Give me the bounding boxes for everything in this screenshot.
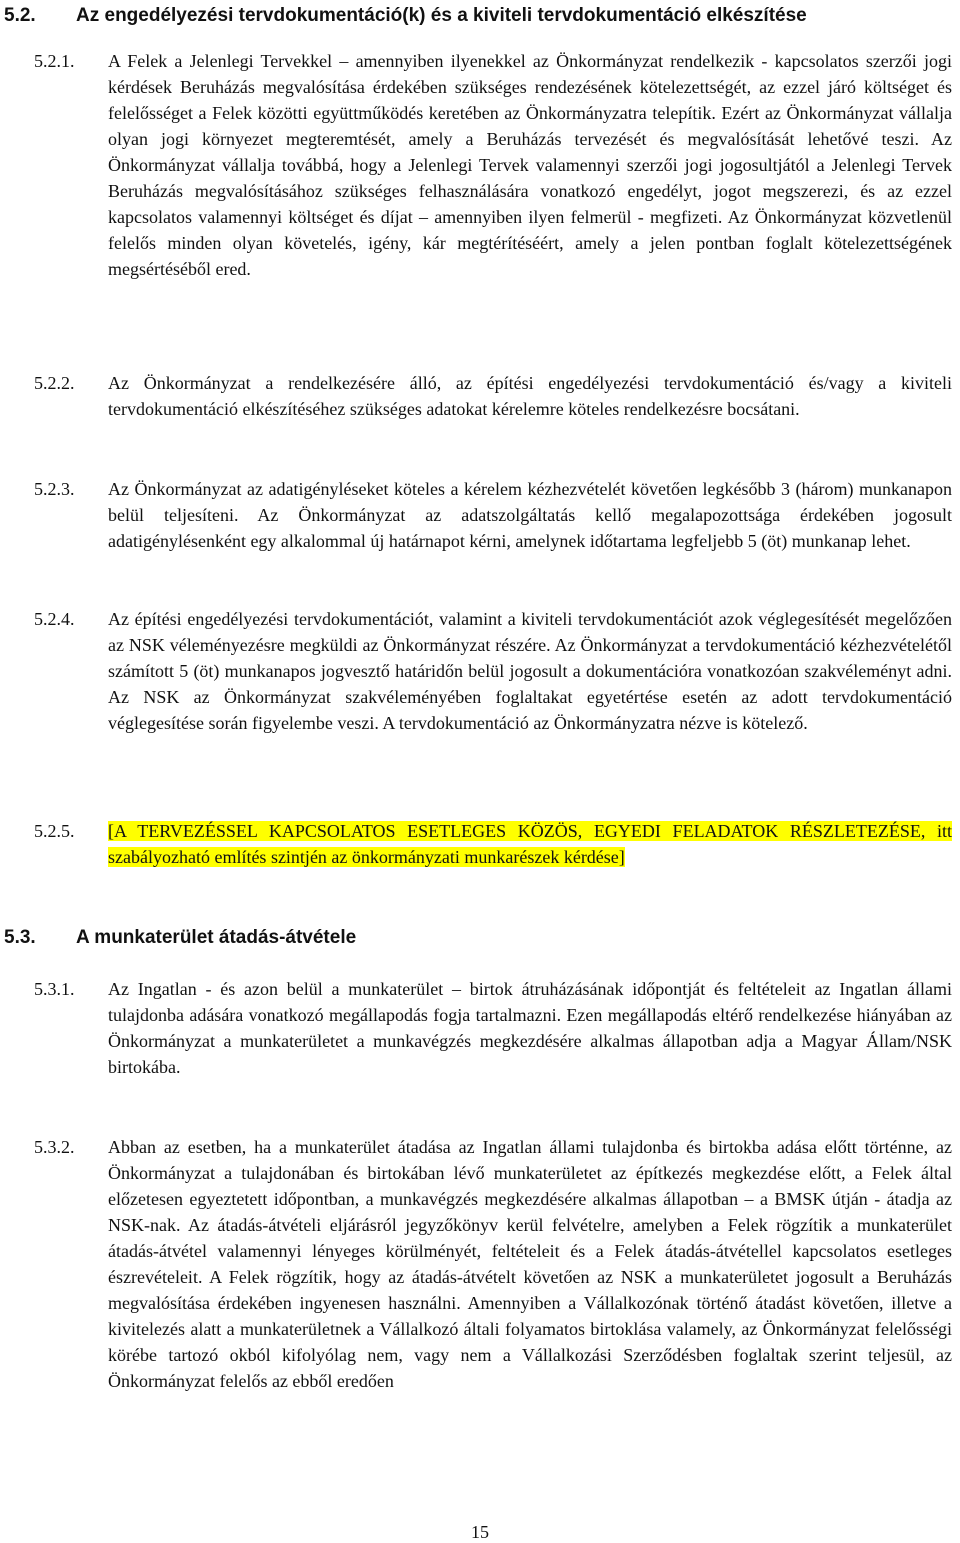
clause-number: 5.3.1. bbox=[34, 979, 75, 999]
highlighted-placeholder-text: [A TERVEZÉSSEL KAPCSOLATOS ESETLEGES KÖZÖS, EGYEDI FELADATOK RÉSZLETEZÉSE, itt szabályozható említés szintjén az önkormányzati munkarészek kérdése] bbox=[108, 821, 952, 867]
clause-5-3-1 bbox=[34, 976, 952, 1080]
clause-number: 5.2.1. bbox=[34, 51, 75, 71]
section-heading-number: 5.2. bbox=[4, 5, 36, 26]
clause-text: Abban az esetben, ha a munkaterület átadása az Ingatlan állami tulajdonba és birtokba adása előtt történne, az Önkormányzat a tulajdonában és birtokában lévő munkaterületet az építkezés megkezdése előtt, a Felek által előzetesen egyeztetett időpontban, a munkavégzés megkezdésére alkalmas állapotban – a BMSK útján - átadja az NSK-nak. Az átadás-átvételi eljárásról jegyzőkönyv kerül felvételre, amelyben a Felek rögzítik a munkaterület átadás-átvétel valamennyi lényeges körülményét, feltételeit és a Felek átadás-átvétellel kapcsolatos esetleges észrevételeit. A Felek rögzítik, hogy az átadás-átvételt követően az NSK a munkaterületet jogosult a Beruházás megvalósítása érdekében ingyenesen használni. Amennyiben a Vállalkozónak történő átadást követően, illetve a kivitelezés alatt a munkaterületnek a Vállalkozó általi folyamatos birtoklása valamely, az Önkormányzat felelősségi körébe tartozó okból kifolyólag nem, vagy nem a Vállalkozási Szerződésben foglaltak szerint teljesül, az Önkormányzat felelős az ebből eredően bbox=[108, 1137, 952, 1391]
section-heading-title: A munkaterület átadás-átvétele bbox=[76, 927, 357, 948]
clause-number: 5.3.2. bbox=[34, 1137, 75, 1157]
clause-text: Az Ingatlan - és azon belül a munkaterület – birtok átruházásának időpontját és feltételeit az Ingatlan állami tulajdonba adására vonatkozó megállapodás fogja tartalmazni. Ezen megállapodás eltérő rendelkezése hiányában az Önkormányzat a munkaterületet a munkavégzés megkezdésére alkalmas állapotban adja a Magyar Állam/NSK birtokába. bbox=[108, 979, 952, 1077]
section-heading-title: Az engedélyezési tervdokumentáció(k) és a kiviteli tervdokumentáció elkészítése bbox=[76, 5, 807, 26]
page-number: 15 bbox=[471, 1522, 489, 1542]
section-heading-5-3 bbox=[4, 926, 950, 950]
clause-number: 5.2.5. bbox=[34, 821, 75, 841]
clause-5-3-2 bbox=[34, 1134, 952, 1394]
clause-text: Az Önkormányzat a rendelkezésére álló, az építési engedélyezési tervdokumentáció és/vagy a kiviteli tervdokumentáció elkészítéséhez szükséges adatokat kérelemre köteles rendelkezésre bocsátani. bbox=[108, 373, 952, 419]
clause-5-2-4 bbox=[34, 606, 952, 736]
clause-5-2-2 bbox=[34, 370, 952, 422]
clause-number: 5.2.3. bbox=[34, 479, 75, 499]
clause-text: A Felek a Jelenlegi Tervekkel – amennyiben ilyenekkel az Önkormányzat rendelkezik - kapcsolatos szerzői jogi kérdések Beruházás megvalósítása érdekében szükséges rendezésének kötelezettségét, az ezzel járó költséget és felelősséget a Felek közötti együttműködés keretében az Önkormányzatra telepítik. Ezért az Önkormányzat vállalja olyan jogi környezet megteremtését, amely a Beruházás tervezését és megvalósítását lehetővé teszi. Az Önkormányzat vállalja továbbá, hogy a Jelenlegi Tervek valamennyi szerzői jogi jogosultjától a Jelenlegi Tervek Beruházás megvalósításához szükséges felhasználására vonatkozó engedélyt, jogot megszerezi, és az ezzel kapcsolatos valamennyi költséget és díjat – amennyiben ilyen felmerül - megfizeti. Az Önkormányzat közvetlenül felelős minden olyan követelés, igény, kár megtérítéséért, amely a jelen pontban foglalt kötelezettségének megsértéséből ered. bbox=[108, 51, 952, 279]
clause-text bbox=[108, 818, 952, 870]
clause-number: 5.2.4. bbox=[34, 609, 75, 629]
section-heading-5-2 bbox=[4, 4, 950, 28]
clause-number: 5.2.2. bbox=[34, 373, 75, 393]
clause-text: Az Önkormányzat az adatigényléseket köteles a kérelem kézhezvételét követően legkésőbb 3 (három) munkanapon belül teljesíteni. Az Önkormányzat az adatszolgáltatás kellő megalapozottsága érdekében jogosult adatigénylésenként egy alkalommal új határnapot kérni, amelynek időtartama legfeljebb 5 (öt) munkanap lehet. bbox=[108, 479, 952, 551]
clause-5-2-1 bbox=[34, 48, 952, 282]
clause-5-2-3 bbox=[34, 476, 952, 554]
clause-text: Az építési engedélyezési tervdokumentációt, valamint a kiviteli tervdokumentációt azok véglegesítését megelőzően az NSK véleményezésre megküldi az Önkormányzat részére. Az Önkormányzat a tervdokumentáció kézhezvételétől számított 5 (öt) munkanapos jogvesztő határidőn belül jogosult a dokumentációra vonatkozóan szakvéleményt adni. Az NSK az Önkormányzat szakvéleményében foglaltakat egyetértése esetén az adott tervdokumentáció véglegesítése során figyelembe veszi. A tervdokumentáció az Önkormányzatra nézve is kötelező. bbox=[108, 609, 952, 733]
section-heading-number: 5.3. bbox=[4, 927, 36, 948]
clause-5-2-5 bbox=[34, 818, 952, 870]
